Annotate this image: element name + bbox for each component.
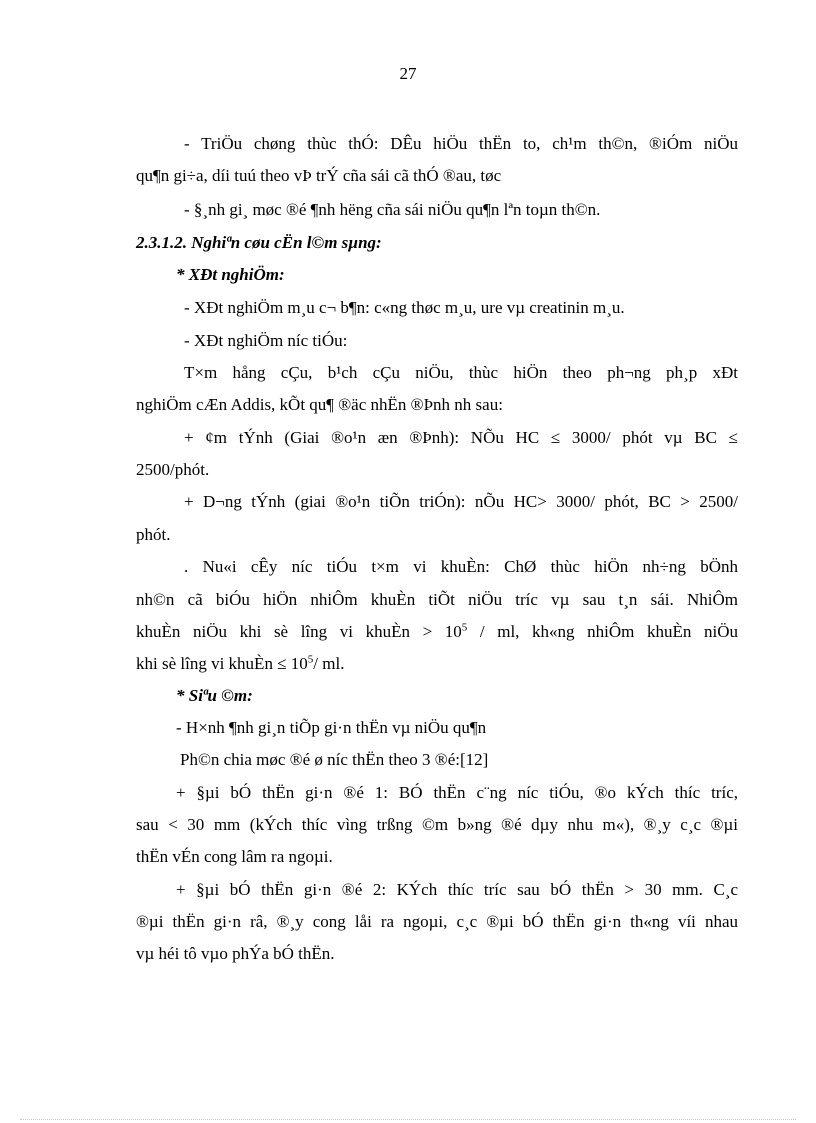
body-line: thËn vÉn cong lâm ra ngoµi.: [136, 847, 333, 866]
text-fragment: / ml.: [313, 654, 345, 673]
body-line: ®µi thËn gi·n râ, ®¸y cong låi ra ngoµi, c¸c ®µi bÓ thËn gi·n th«ng víi nhau: [136, 912, 738, 931]
body-line: qu¶n gi÷a, díi tuú theo vÞ trÝ cña sái cã thÓ ®au, tøc: [136, 166, 502, 185]
body-line: 2500/phót.: [136, 460, 210, 479]
page-number: 27: [399, 64, 417, 83]
exponent: 5: [307, 653, 314, 666]
body-line: T×m hång cÇu, b¹ch cÇu niÖu, thùc hiÖn theo ph¬ng ph¸p xÐt: [184, 363, 738, 382]
subsection-heading: * Siªu ©m:: [176, 686, 253, 705]
subsection-heading: * XÐt nghiÖm:: [176, 265, 285, 284]
exponent: 5: [461, 621, 468, 634]
body-line: nghiÖm cÆn Addis, kÕt qu¶ ®äc nhËn ®Þnh nh sau:: [136, 395, 503, 414]
body-line: + §µi bÓ thËn gi·n ®é 1: BÓ thËn c¨ng níc tiÓu, ®o kÝch thíc tríc,: [176, 783, 738, 802]
body-line: - XÐt nghiÖm níc tiÓu:: [184, 331, 348, 350]
body-line: [136, 621, 738, 643]
body-line: - §¸nh gi¸ møc ®é ¶nh hëng cña sái niÖu qu¶n lªn toµn th©n.: [184, 200, 601, 219]
text-fragment: khi sè lîng vi khuÈn ≤ 10: [136, 654, 308, 673]
body-line: . Nu«i cÊy níc tiÓu t×m vi khuÈn: ChØ thùc hiÖn nh÷ng bÖnh: [184, 557, 738, 576]
page-bottom-divider: [20, 1119, 796, 1120]
body-line: - TriÖu chøng thùc thÓ: DÊu hiÖu thËn to, ch¹m th©n, ®iÓm niÖu: [184, 134, 738, 153]
text-fragment: khuÈn niÖu khi sè lîng vi khuÈn > 10: [136, 622, 462, 641]
body-line: [136, 653, 344, 675]
section-heading: 2.3.1.2. Nghiªn cøu cËn l©m sµng:: [136, 233, 382, 252]
body-line: - XÐt nghiÖm m¸u c¬ b¶n: c«ng thøc m¸u, ure vµ creatinin m¸u.: [184, 298, 625, 317]
body-line: nh©n cã biÓu hiÖn nhiÔm khuÈn tiÕt niÖu tríc vµ sau t¸n sái. NhiÔm: [136, 590, 738, 609]
body-line: Ph©n chia møc ®é ø níc thËn theo 3 ®é:[12]: [180, 750, 489, 769]
body-line: - H×nh ¶nh gi¸n tiÕp gi·n thËn vµ niÖu qu¶n: [176, 718, 487, 737]
body-line: + ¢m tÝnh (Giai ®o¹n æn ®Þnh): NÕu HC ≤ 3000/ phót vµ BC ≤: [184, 428, 738, 447]
body-line: + §µi bÓ thËn gi·n ®é 2: KÝch thíc tríc sau bÓ thËn > 30 mm. C¸c: [176, 880, 738, 899]
body-line: vµ héi tô vµo phÝa bÓ thËn.: [136, 944, 335, 963]
text-fragment: / ml, kh«ng nhiÔm khuÈn niÖu: [467, 622, 738, 641]
body-line: + D¬ng tÝnh (giai ®o¹n tiÕn triÓn): nÕu HC> 3000/ phót, BC > 2500/: [184, 492, 738, 511]
body-line: sau < 30 mm (kÝch thíc vìng trßng ©m b»ng ®é dµy nhu m«), ®¸y c¸c ®µi: [136, 815, 738, 834]
body-line: phót.: [136, 525, 171, 544]
